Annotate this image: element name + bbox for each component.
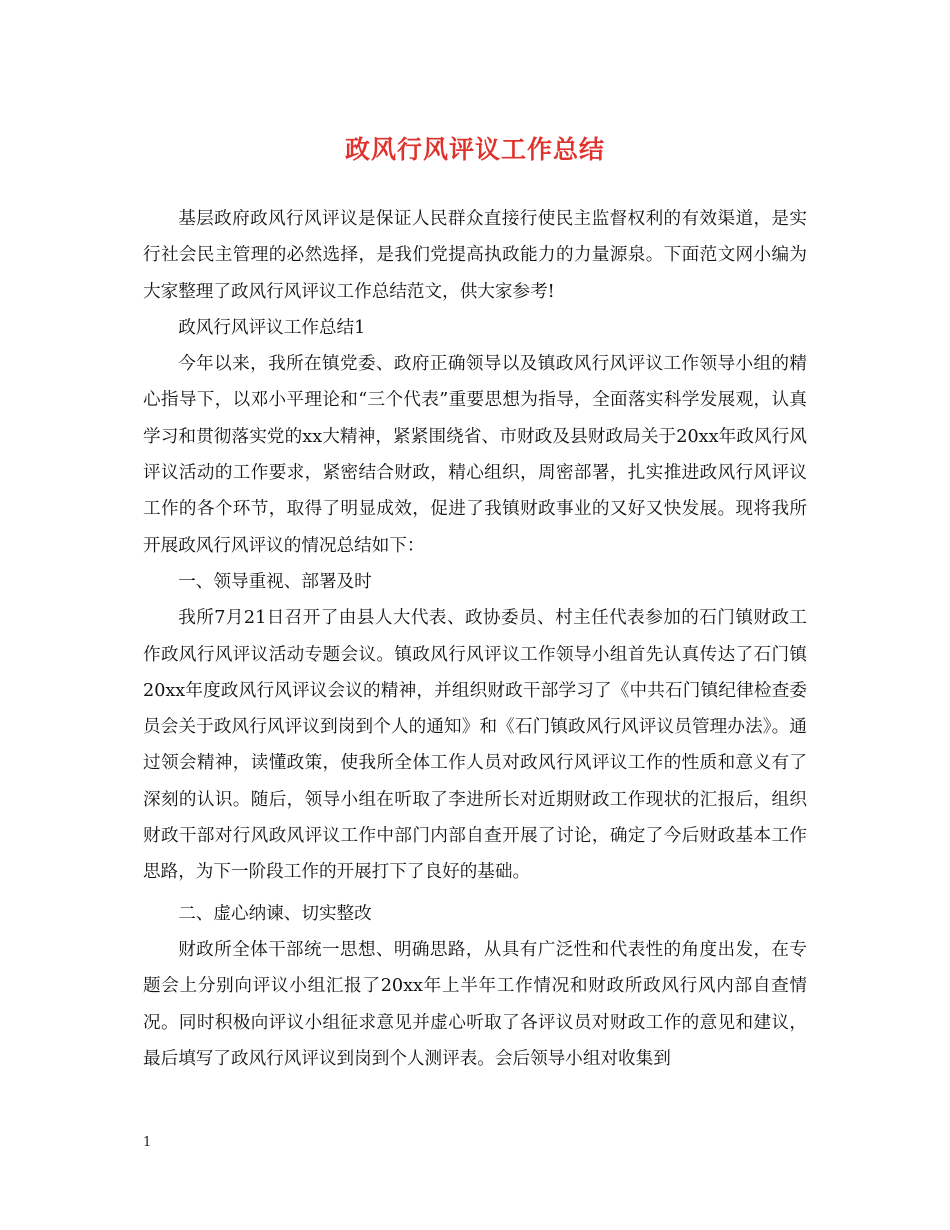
subsection-heading: 一、领导重视、部署及时 xyxy=(178,571,372,592)
section-title: 政风行风评议工作总结1 xyxy=(178,317,366,338)
body-paragraph: 财政所全体干部统一思想、明确思路，从具有广泛性和代表性的角度出发，在专题会上分别向评议小组汇报了20xx年上半年工作情况和财政所政风行风内部自查情况。同时积极向评议小组征求意见并虚心听取了各评议员对财政工作的意见和建议，最后填写了政风行风评议到岗到个人测评表。会后领导小组对收集到 xyxy=(143,939,807,1069)
body-paragraph: 我所7月21日召开了由县人大代表、政协委员、村主任代表参加的石门镇财政工作政风行风评议活动专题会议。镇政风行风评议工作领导小组首先认真传达了石门镇20xx年度政风行风评议会议的精神，并组织财政干部学习了《中共石门镇纪律检查委员会关于政风行风评议到岗到个人的通知》和《石门镇政风行风评议员管理办法》。通过领会精神，读懂政策，使我所全体工作人员对政风行风评议工作的性质和意义有了深刻的认识。随后，领导小组在听取了李进所长对近期财政工作现状的汇报后，组织财政干部对行风政风评议工作中部门内部自查开展了讨论，确定了今后财政基本工作思路，为下一阶段工作的开展打下了良好的基础。 xyxy=(143,608,807,883)
body-paragraph: 今年以来，我所在镇党委、政府正确领导以及镇政风行风评议工作领导小组的精心指导下，以邓小平理论和“三个代表”重要思想为指导，全面落实科学发展观，认真学习和贯彻落实党的xx大精神，紧紧围绕省、市财政及县财政局关于20xx年政风行风评议活动的工作要求，紧密结合财政，精心组织，周密部署，扎实推进政风行风评议工作的各个环节，取得了明显成效，促进了我镇财政事业的又好又快发展。现将我所开展政风行风评议的情况总结如下： xyxy=(143,354,807,556)
intro-paragraph: 基层政府政风行风评议是保证人民群众直接行使民主监督权利的有效渠道，是实行社会民主管理的必然选择，是我们党提高执政能力的力量源泉。下面范文网小编为大家整理了政风行风评议工作总结范文，供大家参考! xyxy=(143,209,807,302)
document-body xyxy=(143,201,807,1077)
subsection-heading: 二、虚心纳谏、切实整改 xyxy=(178,903,372,924)
page-number: 1 xyxy=(143,1135,152,1150)
document-title: 政风行风评议工作总结 xyxy=(344,135,605,164)
